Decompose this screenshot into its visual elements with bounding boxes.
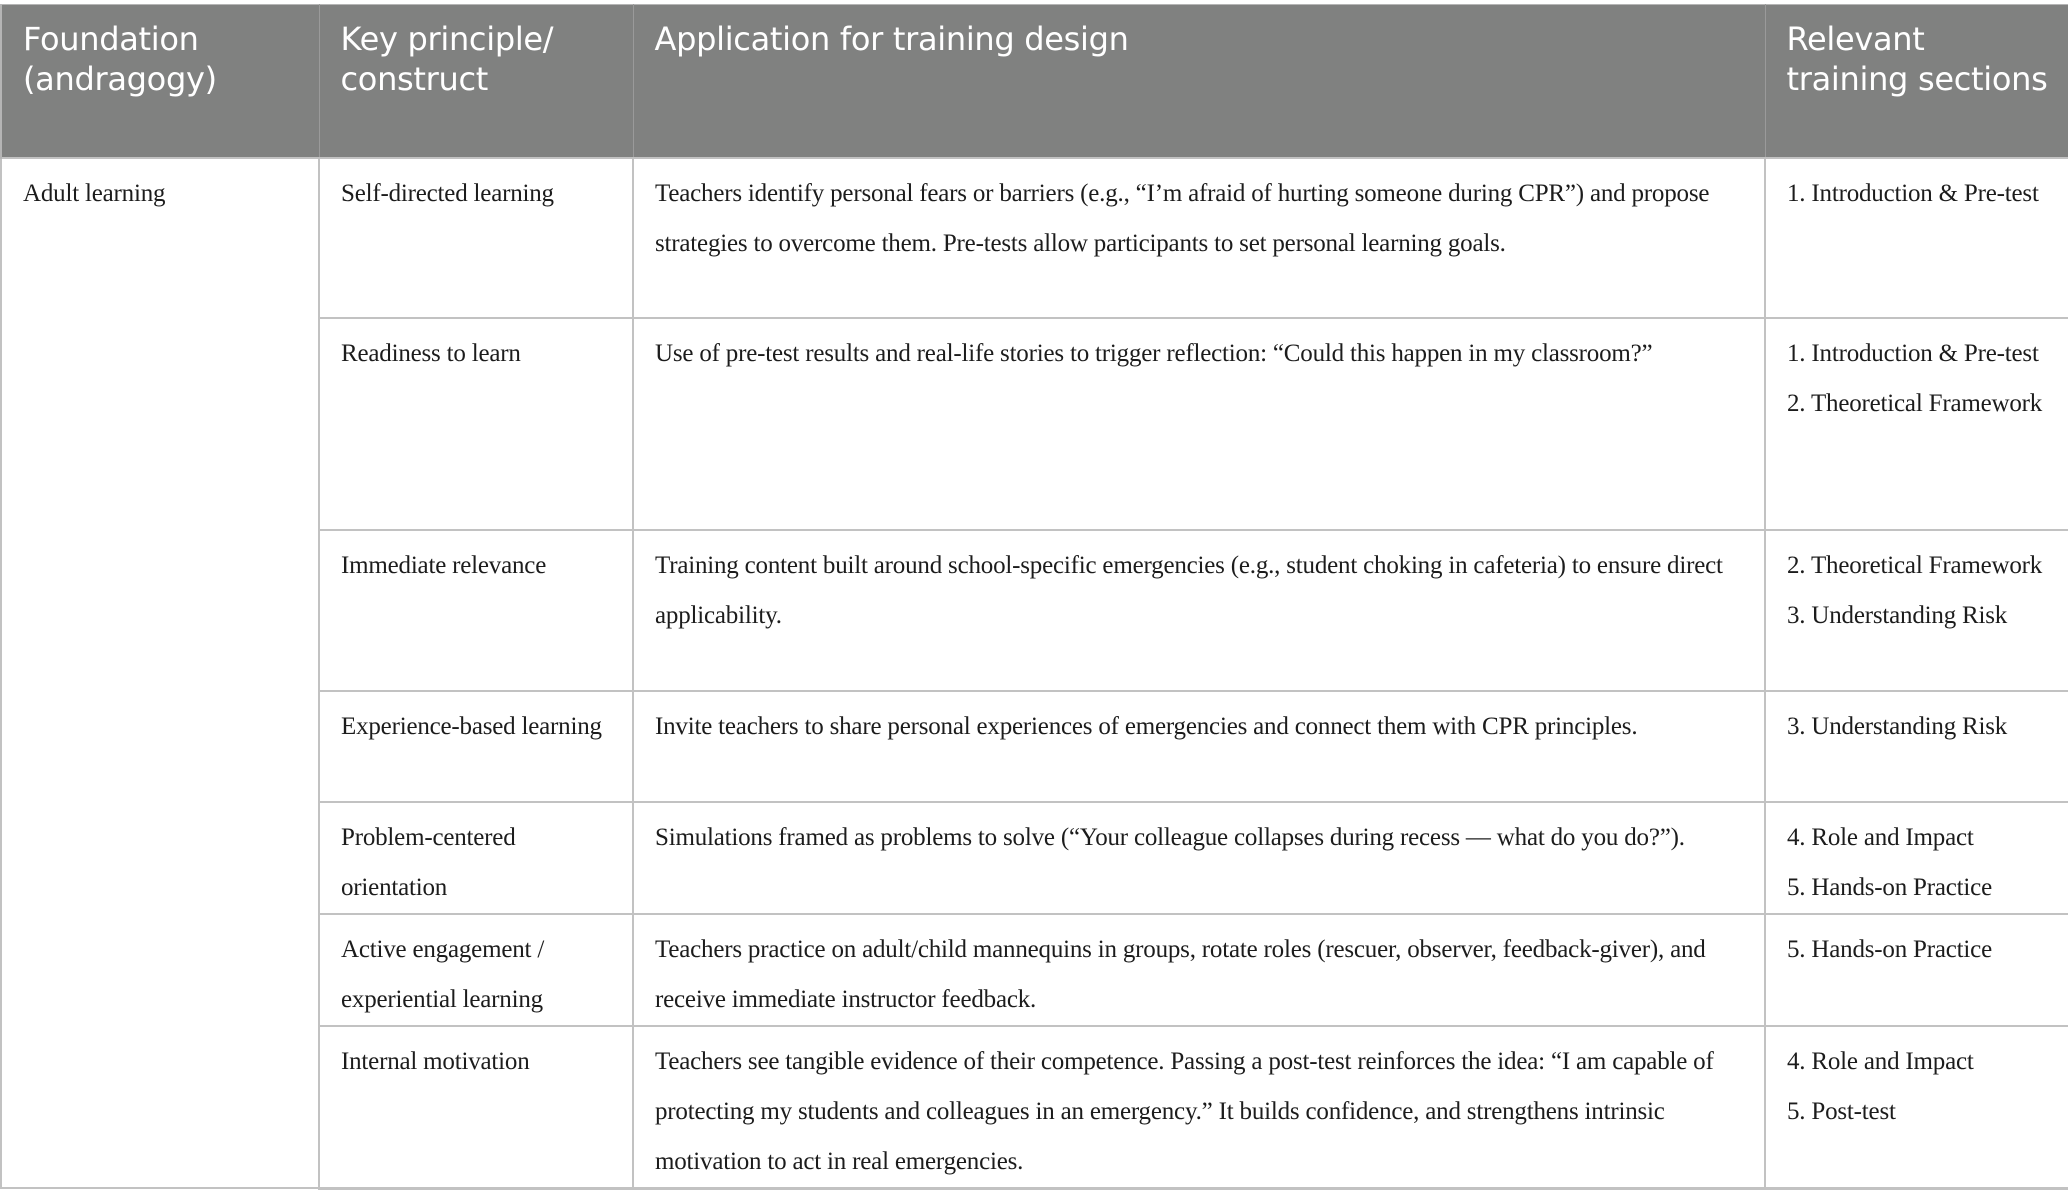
sections-cell (1765, 802, 2068, 914)
application-cell: Teachers identify personal fears or barriers (e.g., “I’m afraid of hurting someone during CPR”) and propose strategies to overcome them. Pre-tests allow participants to set personal learning goals. (633, 158, 1765, 318)
application-cell: Use of pre-test results and real-life stories to trigger reflection: “Could this happen in my classroom?” (633, 318, 1765, 530)
section-item: 4. Role and Impact (1787, 1047, 1974, 1075)
principle-cell: Immediate relevance (319, 530, 633, 691)
section-item: 1. Introduction & Pre-test (1787, 179, 2039, 207)
andragogy-training-table-container (0, 4, 2068, 1190)
sections-cell (1765, 158, 2068, 318)
principle-cell: Active engagement / experiential learning (319, 914, 633, 1026)
sections-cell (1765, 691, 2068, 802)
foundation-cell: Adult learning (1, 158, 319, 1189)
principle-cell: Experience-based learning (319, 691, 633, 802)
sections-cell (1765, 1026, 2068, 1189)
section-item: 2. Theoretical Framework (1787, 389, 2043, 417)
header-foundation: Foundation (andragogy) (1, 5, 319, 158)
table-header-row (1, 5, 2068, 158)
section-item: 2. Theoretical Framework (1787, 551, 2043, 579)
application-cell: Invite teachers to share personal experiences of emergencies and connect them with CPR principles. (633, 691, 1765, 802)
principle-cell: Self-directed learning (319, 158, 633, 318)
section-item: 3. Understanding Risk (1787, 712, 2008, 740)
table-row (1, 158, 2068, 318)
header-relevant-sections: Relevant training sections (1765, 5, 2068, 158)
section-item: 5. Post-test (1787, 1097, 1896, 1125)
sections-cell (1765, 318, 2068, 530)
application-cell: Simulations framed as problems to solve (“Your colleague collapses during recess — what do you do?”). (633, 802, 1765, 914)
sections-cell (1765, 530, 2068, 691)
application-cell: Training content built around school-specific emergencies (e.g., student choking in cafeteria) to ensure direct applicability. (633, 530, 1765, 691)
application-cell: Teachers see tangible evidence of their competence. Passing a post-test reinforces the idea: “I am capable of protecting my students and colleagues in an emergency.” It builds confidence, and strengthens intrinsic motivation to act in real emergencies. (633, 1026, 1765, 1189)
section-item: 5. Hands-on Practice (1787, 935, 1992, 963)
principle-cell: Internal motivation (319, 1026, 633, 1189)
section-item: 1. Introduction & Pre-test (1787, 339, 2039, 367)
sections-cell (1765, 914, 2068, 1026)
header-application: Application for training design (633, 5, 1765, 158)
section-item: 4. Role and Impact (1787, 823, 1974, 851)
header-key-principle: Key principle/ construct (319, 5, 633, 158)
section-item: 5. Hands-on Practice (1787, 873, 1992, 901)
andragogy-training-table (0, 4, 2068, 1190)
principle-cell: Readiness to learn (319, 318, 633, 530)
application-cell: Teachers practice on adult/child mannequins in groups, rotate roles (rescuer, observer, feedback-giver), and receive immediate instructor feedback. (633, 914, 1765, 1026)
section-item: 3. Understanding Risk (1787, 601, 2008, 629)
principle-cell: Problem-centered orientation (319, 802, 633, 914)
